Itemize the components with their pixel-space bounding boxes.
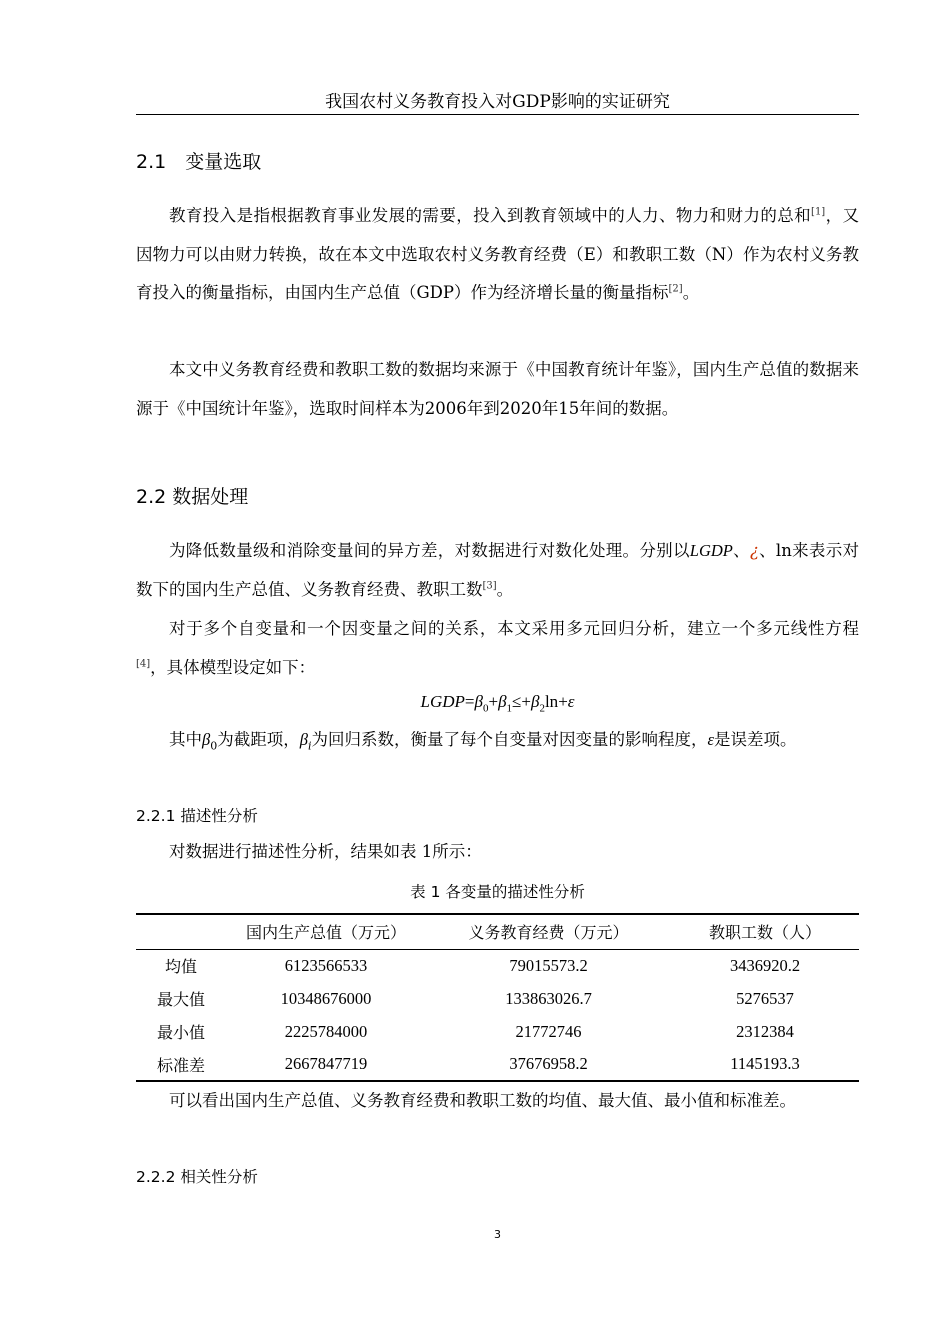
citation-ref: [1] xyxy=(811,206,826,218)
table-cell: 3436920.2 xyxy=(729,955,801,975)
formula-epsilon: ε xyxy=(567,692,575,711)
table-header-cell: 教职工数（人） xyxy=(708,923,821,943)
row-label: 标准差 xyxy=(156,1055,205,1075)
broken-glyph: ¿ xyxy=(749,541,759,560)
paragraph-text: ，具体模型设定如下： xyxy=(150,657,316,677)
paragraph-text: 其中 xyxy=(169,730,202,749)
paragraph-regression xyxy=(136,610,859,687)
table-row xyxy=(136,1015,859,1048)
citation-ref: [2] xyxy=(668,283,683,295)
formula-plus: + xyxy=(521,692,531,711)
paragraph-table-intro: 对数据进行描述性分析，结果如表 1所示： xyxy=(169,842,482,861)
table-cell: 21772746 xyxy=(515,1021,582,1041)
table-cell: 2225784000 xyxy=(284,1021,368,1041)
header-rule xyxy=(136,114,859,115)
formula-subscript: 1 xyxy=(506,702,513,715)
beta-subscript: i xyxy=(307,739,312,753)
paragraph-coefficients xyxy=(136,721,859,766)
formula-plus: + xyxy=(558,692,568,711)
paragraph-text: ，又因物力可以由财力转换，故在本文中选取农村义务教育经费（E）和教职工数（N）作为农村义务教育投入的衡量指标，由国内生产总值（GDP）作为经济增长量的衡量指标 xyxy=(136,206,860,302)
paragraph-text: 为回归系数，衡量了每个自变量对因变量的影响程度， xyxy=(311,730,708,749)
table-cell: 10348676000 xyxy=(280,988,372,1008)
epsilon-symbol: ε xyxy=(707,730,714,749)
table-row xyxy=(136,1048,859,1081)
formula-ln: ln xyxy=(544,692,559,711)
paragraph-text: 教育投入是指根据教育事业发展的需要，投入到教育领域中的人力、物力和财力的总和 xyxy=(169,206,812,225)
formula-plus: + xyxy=(488,692,499,711)
formula-subscript: 2 xyxy=(539,702,545,715)
variable-lgdp: LGDP xyxy=(689,541,733,560)
table-row xyxy=(136,982,859,1015)
formula-subscript: 0 xyxy=(482,702,489,715)
formula-beta: β xyxy=(498,692,507,711)
table-caption: 表 1 各变量的描述性分析 xyxy=(410,883,585,901)
table-cell: 133863026.7 xyxy=(505,988,592,1008)
paragraph-table-summary: 可以看出国内生产总值、义务教育经费和教职工数的均值、最大值、最小值和标准差。 xyxy=(169,1091,796,1110)
table-row xyxy=(136,949,859,982)
table-cell: 6123566533 xyxy=(284,955,368,975)
formula-symbol: ≤ xyxy=(512,692,522,711)
table-cell: 2312384 xyxy=(736,1021,794,1041)
paragraph-text: 。 xyxy=(496,579,514,599)
paragraph-text: 。 xyxy=(682,283,700,302)
citation-ref: [3] xyxy=(482,580,497,591)
formula-beta: β xyxy=(474,692,483,711)
table-header-cell: 义务教育经费（万元） xyxy=(468,923,629,943)
formula-equals: = xyxy=(464,692,475,711)
section-heading-2-2-2: 2.2.2 相关性分析 xyxy=(136,1168,258,1186)
beta-symbol: β xyxy=(202,730,211,749)
table-cell: 5276537 xyxy=(736,988,794,1008)
separator: 、 xyxy=(732,541,750,560)
formula-beta: β xyxy=(530,692,540,711)
paragraph-text: 为截距项， xyxy=(217,730,300,749)
page-number: 3 xyxy=(494,1228,501,1241)
row-label: 均值 xyxy=(164,957,197,977)
paragraph-text: 为降低数量级和消除变量间的异方差，对数据进行对数化处理。分别以 xyxy=(169,541,690,560)
formula-lhs: LGDP xyxy=(420,692,465,711)
citation-ref: [4] xyxy=(136,658,151,669)
descriptive-stats-table xyxy=(136,913,859,1082)
row-label: 最大值 xyxy=(156,990,205,1009)
paragraph-text: 是误差项。 xyxy=(713,730,797,749)
paragraph-log-transform xyxy=(136,532,859,609)
table-header-cell xyxy=(136,914,226,949)
table-cell: 37676958.2 xyxy=(509,1054,588,1073)
beta-symbol: β xyxy=(299,730,308,749)
table-cell: 2667847719 xyxy=(284,1054,368,1073)
table-header-cell: 国内生产总值（万元） xyxy=(245,923,406,943)
paragraph-text: 、ln来表示对数下的国内生产总值、义务教育经费、教职工数 xyxy=(136,541,860,599)
running-header: 我国农村义务教育投入对GDP影响的实证研究 xyxy=(325,92,670,112)
regression-formula xyxy=(136,689,859,721)
paragraph-text: 对于多个自变量和一个因变量之间的关系，本文采用多元回归分析，建立一个多元线性方程 xyxy=(169,619,859,638)
paragraph-variable-selection xyxy=(136,197,859,313)
table-header-row xyxy=(136,914,859,949)
beta-subscript: 0 xyxy=(210,739,218,753)
table-cell: 1145193.3 xyxy=(730,1054,800,1073)
section-heading-2-2: 2.2 数据处理 xyxy=(136,486,249,508)
paragraph-data-source: 本文中义务教育经费和教职工数的数据均来源于《中国教育统计年鉴》，国内生产总值的数据来源于《中国统计年鉴》，选取时间样本为2006年到2020年15年间的数据。 xyxy=(136,360,859,418)
section-heading-2-1: 2.1 变量选取 xyxy=(136,151,262,173)
row-label: 最小值 xyxy=(156,1023,205,1042)
section-heading-2-2-1: 2.2.1 描述性分析 xyxy=(136,807,258,825)
table-cell: 79015573.2 xyxy=(509,955,588,975)
